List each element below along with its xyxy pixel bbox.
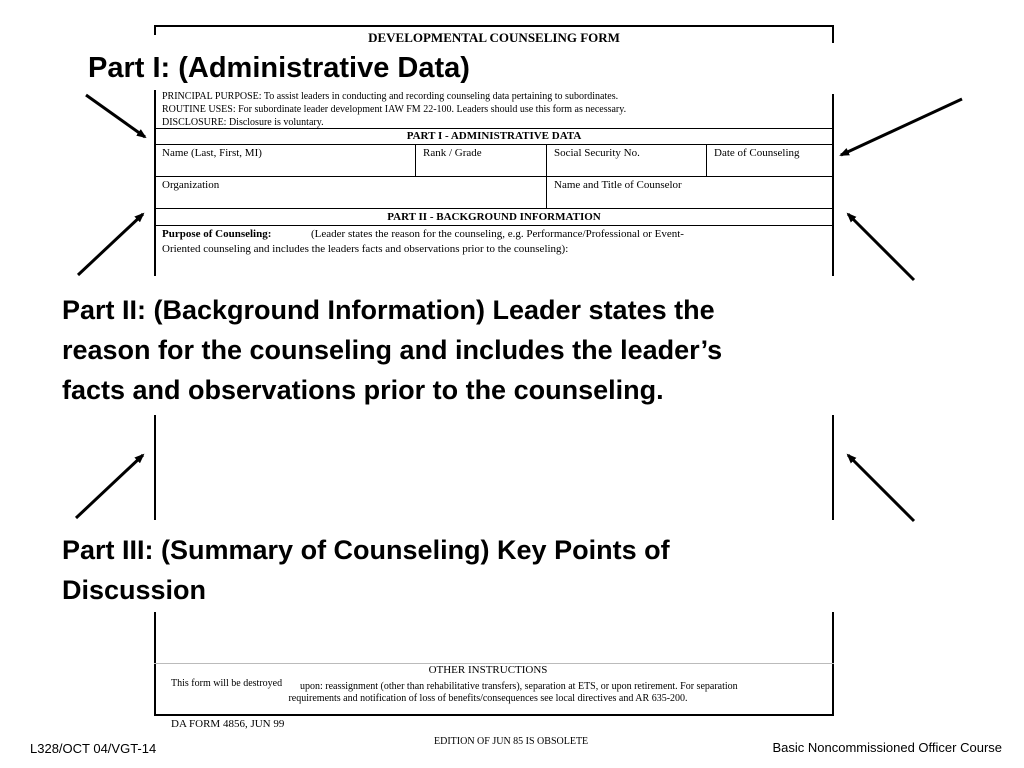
routine-uses-text: ROUTINE USES: For subordinate leader development IAW FM 22-100. Leaders should use this form as necessary. xyxy=(162,104,627,115)
principal-purpose-text: PRINCIPAL PURPOSE: To assist leaders in conducting and recording counseling data pertaining to subordinates. xyxy=(162,91,619,102)
other-instructions-line1-start: This form will be destroyed xyxy=(171,678,283,689)
purpose-line2: Oriented counseling and includes the leaders facts and observations prior to the counseling): xyxy=(162,243,569,255)
callout-part2-line2: reason for the counseling and includes the leader’s xyxy=(62,335,723,365)
arrow-part3-left xyxy=(76,455,143,518)
callout-part3-line1: Part III: (Summary of Counseling) Key Points of xyxy=(62,535,670,565)
field-date-label: Date of Counseling xyxy=(714,147,800,159)
arrow-part2-right xyxy=(848,214,914,280)
form-number: DA FORM 4856, JUN 99 xyxy=(171,718,285,730)
callout-part2-line3: facts and observations prior to the counseling. xyxy=(62,375,664,405)
part1-header: PART I - ADMINISTRATIVE DATA xyxy=(406,130,582,142)
part2-header: PART II - BACKGROUND INFORMATION xyxy=(387,211,601,223)
callout-part2-line1: Part II: (Background Information) Leader states the xyxy=(62,295,715,325)
other-instructions-header: OTHER INSTRUCTIONS xyxy=(428,664,548,676)
footer-right: Basic Noncommissioned Officer Course xyxy=(772,740,1002,755)
form-title: DEVELOPMENTAL COUNSELING FORM xyxy=(368,30,620,45)
field-name-label: Name (Last, First, MI) xyxy=(162,147,262,159)
other-instructions-line1-rest: upon: reassignment (other than rehabilitative transfers), separation at ETS, or upon retirement. For separation xyxy=(300,681,738,692)
arrow-part1-right xyxy=(841,99,962,155)
callout-part3-line2: Discussion xyxy=(62,575,207,605)
disclosure-text: DISCLOSURE: Disclosure is voluntary. xyxy=(162,117,324,128)
field-ssn-label: Social Security No. xyxy=(554,147,640,159)
footer-left: L328/OCT 04/VGT-14 xyxy=(30,741,157,756)
arrow-part3-right xyxy=(848,455,914,521)
purpose-line1: (Leader states the reason for the counseling, e.g. Performance/Professional or Event- xyxy=(311,228,684,240)
other-instructions-line2: requirements and notification of loss of benefits/consequences see local directives and AR 635-200. xyxy=(288,693,688,704)
arrow-part1-left xyxy=(86,95,145,137)
purpose-label: Purpose of Counseling: xyxy=(162,228,272,240)
field-rank-label: Rank / Grade xyxy=(423,147,482,159)
arrow-part2-left xyxy=(78,214,143,275)
field-organization-label: Organization xyxy=(162,179,220,191)
edition-note: EDITION OF JUN 85 IS OBSOLETE xyxy=(434,736,589,747)
field-counselor-label: Name and Title of Counselor xyxy=(554,179,682,191)
callout-part1: Part I: (Administrative Data) xyxy=(88,52,470,84)
